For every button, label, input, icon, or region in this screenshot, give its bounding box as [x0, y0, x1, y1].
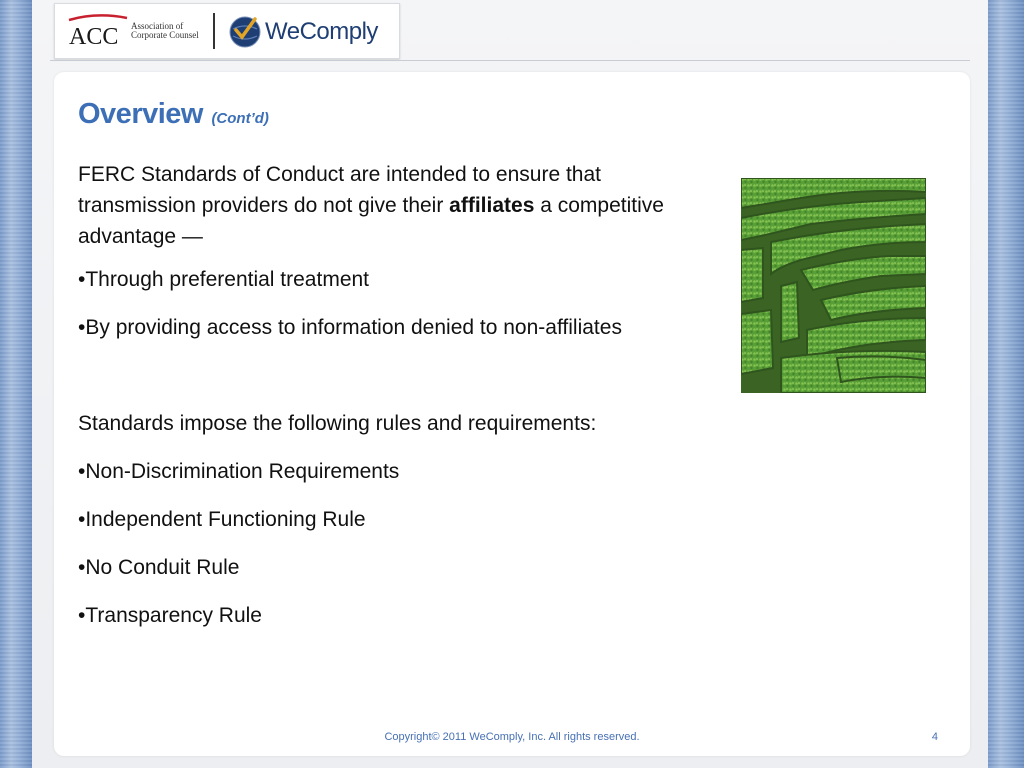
bullet-item: •No Conduit Rule — [78, 556, 240, 579]
title-main: Overview — [78, 98, 203, 130]
acc-logo-mark — [67, 14, 131, 48]
wecomply-globe-icon — [227, 13, 263, 49]
intro-text-2: a competitive advantage — — [78, 194, 664, 248]
bullet-item: •Non-Discrimination Requirements — [78, 460, 400, 483]
header-divider — [50, 60, 970, 61]
title-suffix: (Cont’d) — [211, 110, 269, 127]
hedge-maze-image — [741, 178, 926, 393]
slide — [32, 0, 988, 768]
wecomply-logo-text: WeComply — [265, 18, 378, 45]
intro-bold-affiliates: affiliates — [449, 194, 535, 217]
bullet-item: •Transparency Rule — [78, 604, 262, 627]
page-number: 4 — [931, 731, 938, 743]
rules-intro: Standards impose the following rules and requirements: — [78, 412, 597, 435]
bullet-item: •Through preferential treatment — [78, 268, 370, 291]
intro-text-1: FERC Standards of Conduct are intended to ensure that transmission providers do not give their — [78, 163, 601, 217]
copyright-footer: Copyright© 2011 WeComply, Inc. All rights reserved. — [384, 731, 640, 743]
acc-logo-line1: Association of — [131, 21, 184, 31]
content-panel — [54, 72, 970, 756]
bullet-item: •Independent Functioning Rule — [78, 508, 366, 531]
acc-logo-line2: Corporate Counsel — [131, 30, 199, 40]
left-decorative-bar — [0, 0, 32, 768]
logo-divider — [213, 13, 215, 49]
acc-logo-text — [131, 22, 199, 40]
intro-paragraph — [78, 159, 698, 252]
slide-title — [78, 98, 269, 131]
right-decorative-bar — [988, 0, 1024, 768]
bullet-item: •By providing access to information denied to non-affiliates — [78, 316, 622, 339]
header-logo-banner — [54, 3, 400, 59]
svg-text:ACC: ACC — [69, 24, 119, 48]
